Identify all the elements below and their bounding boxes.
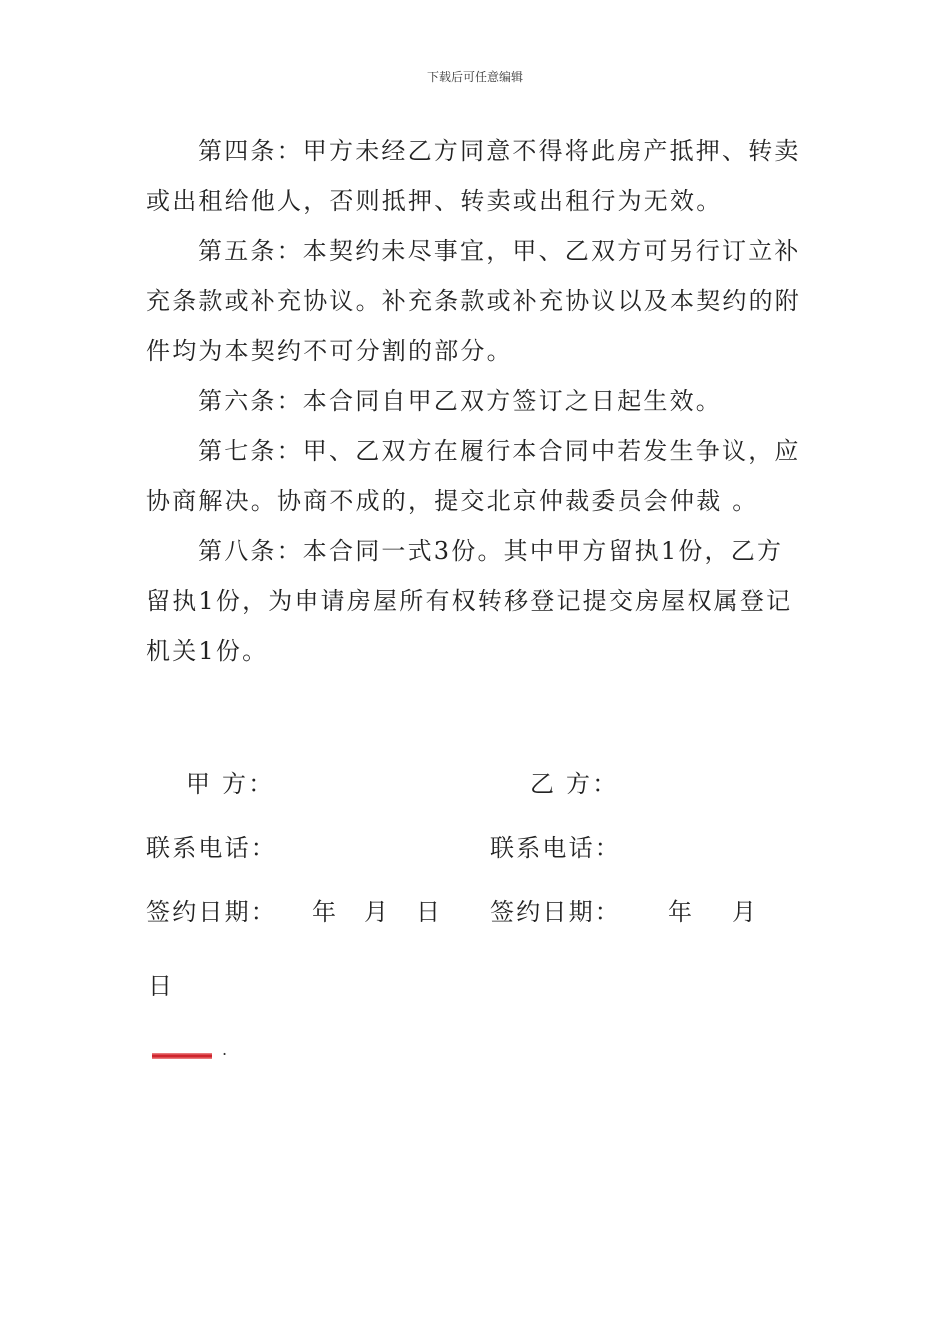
- phone-b-label: 联系电话：: [490, 834, 621, 862]
- page-header: 下载后可任意编辑: [426, 70, 523, 84]
- party-a-label: 甲 方：: [186, 770, 275, 798]
- date-a-label: 签约日期：: [146, 898, 277, 926]
- date-b-day: 日: [148, 972, 175, 1000]
- article-7: 第七条：甲、乙双方在履行本合同中若发生争议，应协商解决。协商不成的，提交北京仲裁委员会仲裁 。: [146, 437, 801, 515]
- party-b-label: 乙 方：: [530, 770, 619, 798]
- date-b-month: 月: [732, 898, 759, 926]
- date-a-month: 月: [364, 898, 391, 926]
- article-8: 第八条：本合同一式3份。其中甲方留执1份，乙方留执1份，为申请房屋所有权转移登记提交房屋权属登记机关1份。: [146, 537, 793, 665]
- phone-a-label: 联系电话：: [146, 834, 277, 862]
- party-line: [146, 764, 846, 804]
- red-decorative-bar: [152, 1053, 212, 1059]
- phone-line: [146, 828, 846, 868]
- date-line: [146, 892, 846, 932]
- article-5: 第五条：本契约未尽事宜，甲、乙双方可另行订立补充条款或补充协议。补充条款或补充协议以及本契约的附件均为本契约不可分割的部分。: [146, 237, 801, 365]
- article-4: 第四条：甲方未经乙方同意不得将此房产抵押、转卖或出租给他人，否则抵押、转卖或出租行为无效。: [146, 137, 801, 215]
- date-a-day: 日: [416, 898, 443, 926]
- article-6: 第六条：本合同自甲乙双方签订之日起生效。: [198, 387, 722, 415]
- date-b-day-line: [146, 966, 846, 1006]
- date-a-year: 年: [312, 898, 339, 926]
- footer-dot: .: [222, 1040, 228, 1059]
- contract-body: [146, 126, 806, 676]
- date-b-label: 签约日期：: [490, 898, 621, 926]
- date-b-year: 年: [668, 898, 695, 926]
